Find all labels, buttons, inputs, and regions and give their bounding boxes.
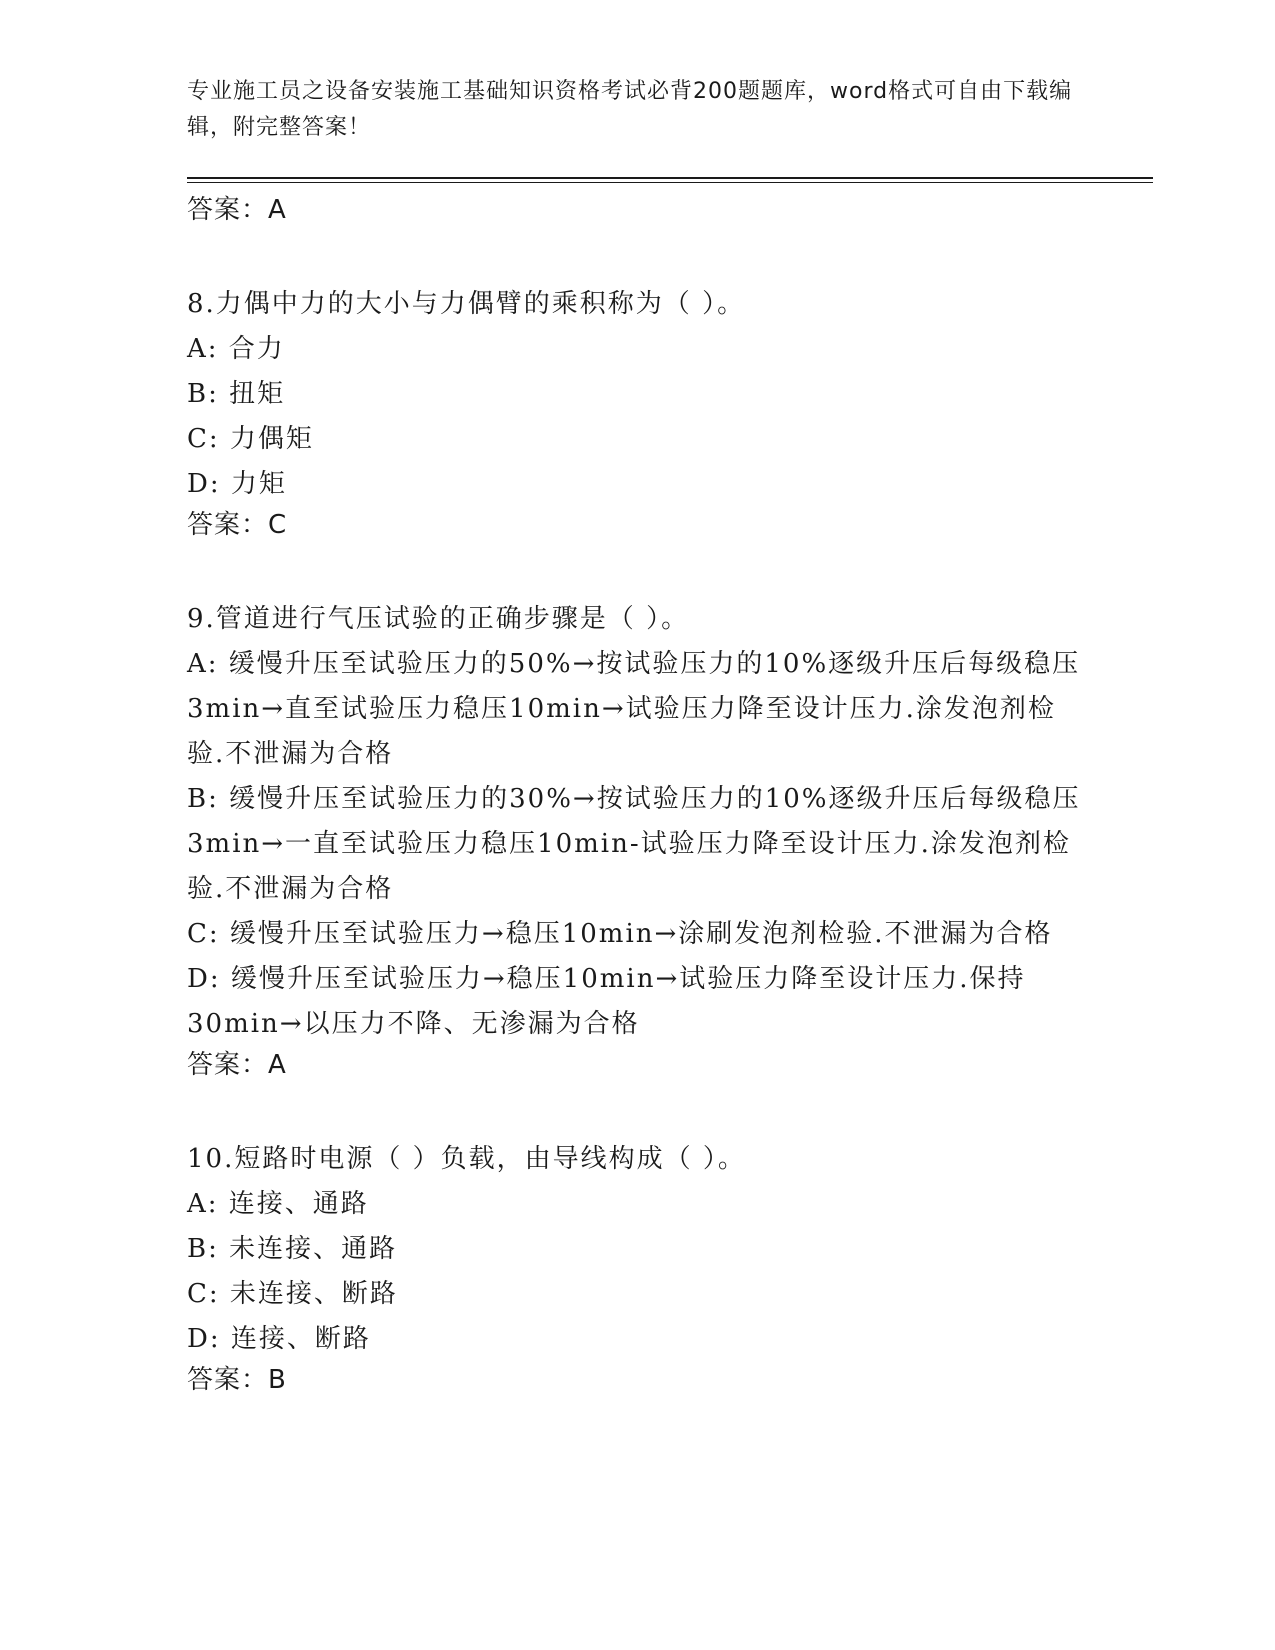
option-a: A: 连接、通路 xyxy=(187,1189,369,1219)
answer: 答案：A xyxy=(187,1050,287,1080)
answer: 答案：C xyxy=(187,510,288,540)
question-text: 10.短路时电源（ ）负载，由导线构成（ ）。 xyxy=(187,1144,746,1174)
question-8 xyxy=(187,282,1087,543)
question-list xyxy=(187,192,1087,1398)
option-d: D: 力矩 xyxy=(187,469,287,499)
question-text: 8.力偶中力的大小与力偶臂的乘积称为（ ）。 xyxy=(187,289,746,319)
document-header: 专业施工员之设备安装施工基础知识资格考试必背200题题库，word格式可自由下载编辑，附完整答案！ xyxy=(187,79,1073,140)
option-d: D: 缓慢升压至试验压力→稳压10min→试验压力降至设计压力.保持30min→以压力不降、无渗漏为合格 xyxy=(187,964,1026,1039)
option-c: C: 未连接、断路 xyxy=(187,1279,398,1309)
option-b: B: 缓慢升压至试验压力的30%→按试验压力的10%逐级升压后每级稳压3min→一直至试验压力稳压10min-试验压力降至设计压力.涂发泡剂检验.不泄漏为合格 xyxy=(187,784,1081,904)
previous-answer: 答案：A xyxy=(187,195,287,225)
option-a: A: 缓慢升压至试验压力的50%→按试验压力的10%逐级升压后每级稳压3min→直至试验压力稳压10min→试验压力降至设计压力.涂发泡剂检验.不泄漏为合格 xyxy=(187,649,1081,769)
option-d: D: 连接、断路 xyxy=(187,1324,371,1354)
question-text: 9.管道进行气压试验的正确步骤是（ ）。 xyxy=(187,604,690,634)
header-divider-thick xyxy=(187,177,1153,179)
option-a: A: 合力 xyxy=(187,334,285,364)
question-10 xyxy=(187,1137,1087,1398)
header-divider-thin xyxy=(187,182,1153,183)
option-b: B: 扭矩 xyxy=(187,379,286,409)
option-b: B: 未连接、通路 xyxy=(187,1234,398,1264)
answer: 答案：B xyxy=(187,1365,287,1395)
question-9 xyxy=(187,597,1087,1083)
option-c: C: 力偶矩 xyxy=(187,424,314,454)
option-c: C: 缓慢升压至试验压力→稳压10min→涂刷发泡剂检验.不泄漏为合格 xyxy=(187,919,1053,949)
